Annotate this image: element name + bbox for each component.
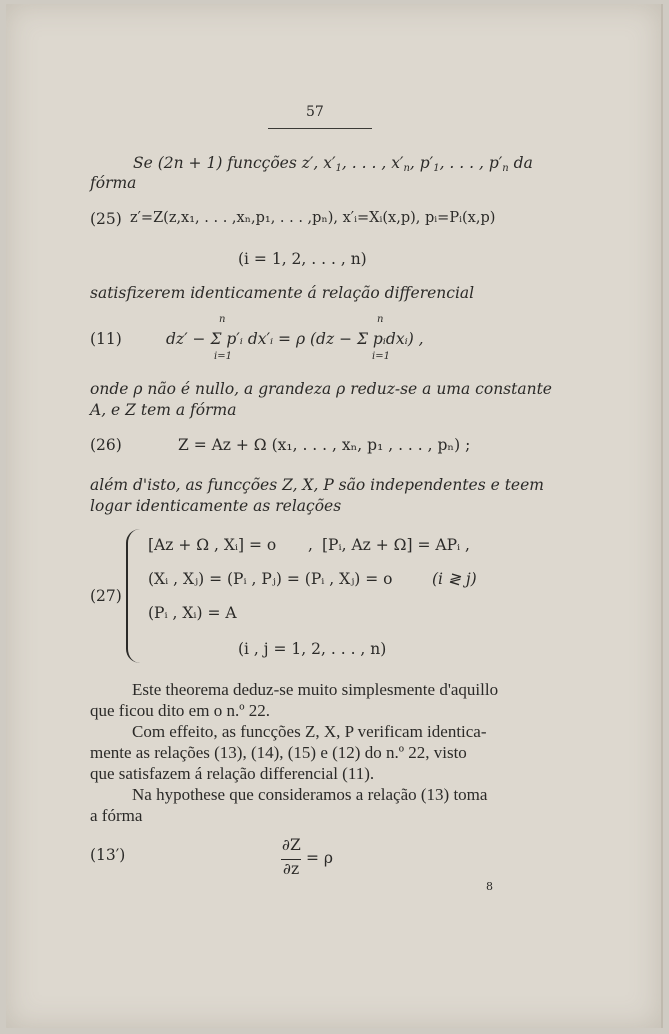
sum-lower-limit-1: i=1 bbox=[214, 351, 232, 362]
sum-lower-limit-2: i=1 bbox=[372, 351, 390, 362]
body-line-1: Este theorema deduz-se muito simplesmente d'aquillo bbox=[132, 680, 499, 699]
body-line-6: Na hypothese que consideramos a relação (13) toma bbox=[132, 785, 488, 804]
equation-11: dz′ − Σ p′ᵢ dx′ᵢ = ρ (dz − Σ pᵢdxᵢ) , bbox=[166, 330, 424, 348]
sum-upper-limit-1: n bbox=[219, 314, 226, 325]
equation-label-27: (27) bbox=[90, 587, 122, 605]
equation-27-row-3: (Pᵢ , Xᵢ) = A bbox=[148, 604, 237, 622]
equation-27-range: (i , j = 1, 2, . . . , n) bbox=[238, 640, 387, 658]
page-number: 57 bbox=[306, 104, 324, 120]
body-line-4: mente as relações (13), (14), (15) e (12) do n.º 22, visto bbox=[90, 743, 467, 762]
text-line-3: satisfizerem identicamente á relação differencial bbox=[90, 284, 475, 302]
sum-upper-limit-2: n bbox=[377, 314, 384, 325]
header-rule bbox=[268, 128, 372, 129]
sheet-signature: 8 bbox=[486, 880, 493, 893]
equation-25: z′=Z(z,x₁, . . . ,xₙ,p₁, . . . ,pₙ), x′ᵢ=Xᵢ(x,p), pᵢ=Pᵢ(x,p) bbox=[130, 210, 496, 226]
equation-27-row-1-comma: , bbox=[308, 536, 313, 554]
text-line-5: A, e Z tem a fórma bbox=[90, 401, 237, 419]
body-line-7: a fórma bbox=[90, 806, 143, 825]
equation-27-row-1b: [Pᵢ, Az + Ω] = APᵢ , bbox=[322, 536, 470, 554]
equation-27-row-2: (Xᵢ , Xⱼ) = (Pᵢ , Pⱼ) = (Pᵢ , Xⱼ) = o bbox=[148, 570, 393, 588]
fraction-denominator: ∂z bbox=[283, 860, 300, 878]
book-page bbox=[6, 4, 663, 1028]
text-line-7: logar identicamente as relações bbox=[90, 497, 342, 515]
body-line-5: que satisfazem á relação differencial (11). bbox=[90, 764, 375, 783]
body-line-3: Com effeito, as funcções Z, X, P verificam identica- bbox=[132, 722, 487, 741]
fraction-numerator: ∂Z bbox=[282, 836, 301, 854]
equation-label-11: (11) bbox=[90, 330, 122, 348]
equation-label-13-prime: (13′) bbox=[90, 846, 126, 864]
equation-27-row-1a: [Az + Ω , Xᵢ] = o bbox=[148, 536, 277, 554]
text-line-2: fórma bbox=[90, 174, 137, 192]
equation-13-rhs: = ρ bbox=[306, 849, 334, 867]
equation-label-26: (26) bbox=[90, 436, 122, 454]
equation-27-condition: (i ≷ j) bbox=[432, 570, 477, 588]
equation-25-range: (i = 1, 2, . . . , n) bbox=[238, 250, 367, 268]
text-line-4: onde ρ não é nullo, a grandeza ρ reduz-se a uma constante bbox=[90, 380, 552, 398]
equation-26: Z = Az + Ω (x₁, . . . , xₙ, p₁ , . . . , pₙ) ; bbox=[178, 436, 471, 454]
text-line-6: além d'isto, as funcções Z, X, P são independentes e teem bbox=[90, 476, 544, 494]
text-line-1: Se (2n + 1) funcções z′, $x'_1$, . . . , $x'_n$, $p'_1$, . . . , $p'_n$ da bbox=[133, 154, 533, 174]
system-brace bbox=[126, 529, 146, 663]
body-line-2: que ficou dito em o n.º 22. bbox=[90, 701, 270, 720]
equation-label-25: (25) bbox=[90, 210, 122, 228]
